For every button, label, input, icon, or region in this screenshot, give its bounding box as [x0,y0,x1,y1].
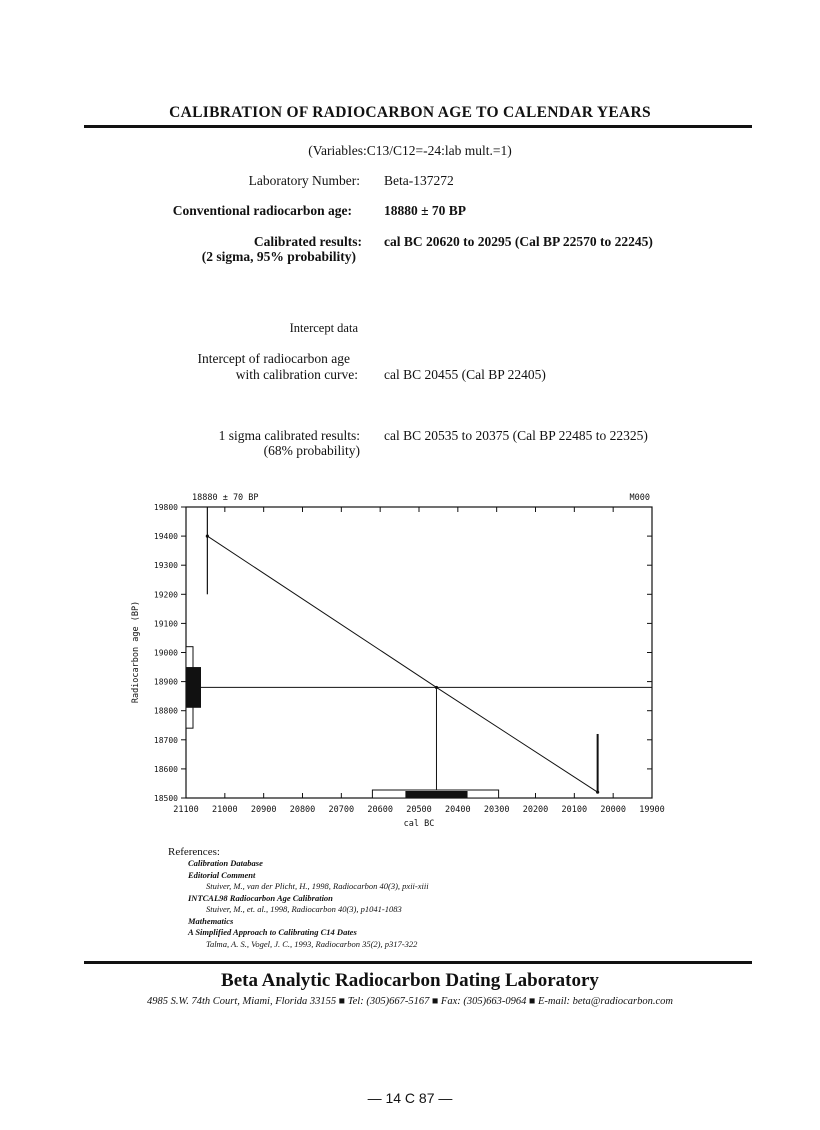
y-tick-label: 19200 [153,590,178,600]
y-tick-label: 18700 [153,735,178,745]
reference-citation: Talma, A. S., Vogel, J. C., 1993, Radiocarbon 35(2), p317-322 [206,938,418,949]
x-tick-label: 20300 [483,805,510,815]
reference-title: INTCAL98 Radiocarbon Age Calibration [188,892,333,903]
page-number: — 14 C 87 — [367,1090,453,1106]
x-tick-label: 20600 [367,805,393,815]
y-tick-label: 19800 [153,503,178,512]
intercept-label-1: Intercept of radiocarbon age [197,351,350,366]
x-tick-label: 20700 [328,805,355,815]
reference-title: Calibration Database [188,858,263,868]
calibration-curve-line [207,536,597,792]
x-tick-label: 19900 [639,805,665,815]
x-tick-label: 20500 [406,805,432,815]
sigma1-label: 1 sigma calibrated results: [218,428,360,443]
reference-title: Editorial Comment [188,869,256,880]
chart-marks [186,507,652,798]
x-tick-label: 20200 [522,805,549,815]
y-tick-label: 19000 [153,648,178,658]
sigma1-value: cal BC 20535 to 20375 (Cal BP 22485 to 22325) [384,428,648,443]
x-tick-label: 20400 [445,805,471,815]
reference-citation: Stuiver, M., van der Plicht, H., 1998, Radiocarbon 40(3), pxii-xiii [206,881,429,891]
lab-name: Beta Analytic Radiocarbon Dating Laboratory [221,970,599,991]
y-tick-label: 19400 [153,532,178,542]
y-tick-label: 18800 [153,706,178,716]
chart-header-left: 18880 ± 70 BP [192,493,259,503]
conv-age-label: Conventional radiocarbon age: [172,203,352,218]
lab-address: 4985 S.W. 74th Court, Miami, Florida 33155 ■ Tel: (305)667-5167 ■ Fax: (305)663-0964 ■ E-mail: beta@radiocarbon.com [146,996,674,1007]
reference-title: A Simplified Approach to Calibrating C14 Dates [188,927,357,937]
reference-title: Mathematics [188,915,234,926]
variables-line: (Variables:C13/C12=-24:lab mult.=1) [308,143,512,158]
sigma1-sub: (68% probability) [263,443,360,458]
x-tick-label: 21100 [173,805,199,815]
intercept-value: cal BC 20455 (Cal BP 22405) [384,367,546,382]
chart-header-right: M000 [629,493,650,503]
x-tick-label: 21000 [212,805,238,815]
calibrated-label: Calibrated results: [253,234,362,249]
y-tick-label: 18500 [153,794,178,803]
y-tick-label: 18600 [153,764,178,774]
y-axis-ticks [154,503,652,803]
intercept-label-2: with calibration curve: [235,367,358,382]
intercept-data-label: Intercept data [289,321,358,335]
chart-xlabel: cal BC [403,819,435,829]
calibrated-sub: (2 sigma, 95% probability) [201,249,356,264]
y-tick-label: 19100 [153,619,178,629]
x-tick-label: 20100 [561,805,588,815]
sigma1-vertical-bar [186,667,201,708]
lab-number-value: Beta-137272 [384,173,454,188]
plot-frame [186,507,652,798]
conv-age-value: 18880 ± 70 BP [384,203,467,218]
calibrated-value: cal BC 20620 to 20295 (Cal BP 22570 to 22245) [384,234,653,249]
footer-rule [84,961,752,964]
lab-number-label: Laboratory Number: [248,173,360,188]
x-tick-label: 20000 [600,805,626,815]
x-axis-ticks [173,507,665,815]
x-tick-label: 20800 [289,805,316,815]
sigma1-horizontal-bar [405,791,467,798]
y-tick-label: 18900 [153,677,178,687]
x-tick-label: 20900 [250,805,277,815]
references [168,846,429,950]
chart-ylabel: Radiocarbon age (BP) [131,600,141,704]
y-tick-label: 19300 [153,561,178,571]
references-heading: References: [168,846,220,858]
document-title: CALIBRATION OF RADIOCARBON AGE TO CALENDAR YEARS [169,104,651,121]
reference-citation: Stuiver, M., et. al., 1998, Radiocarbon 40(3), p1041-1083 [206,904,402,914]
